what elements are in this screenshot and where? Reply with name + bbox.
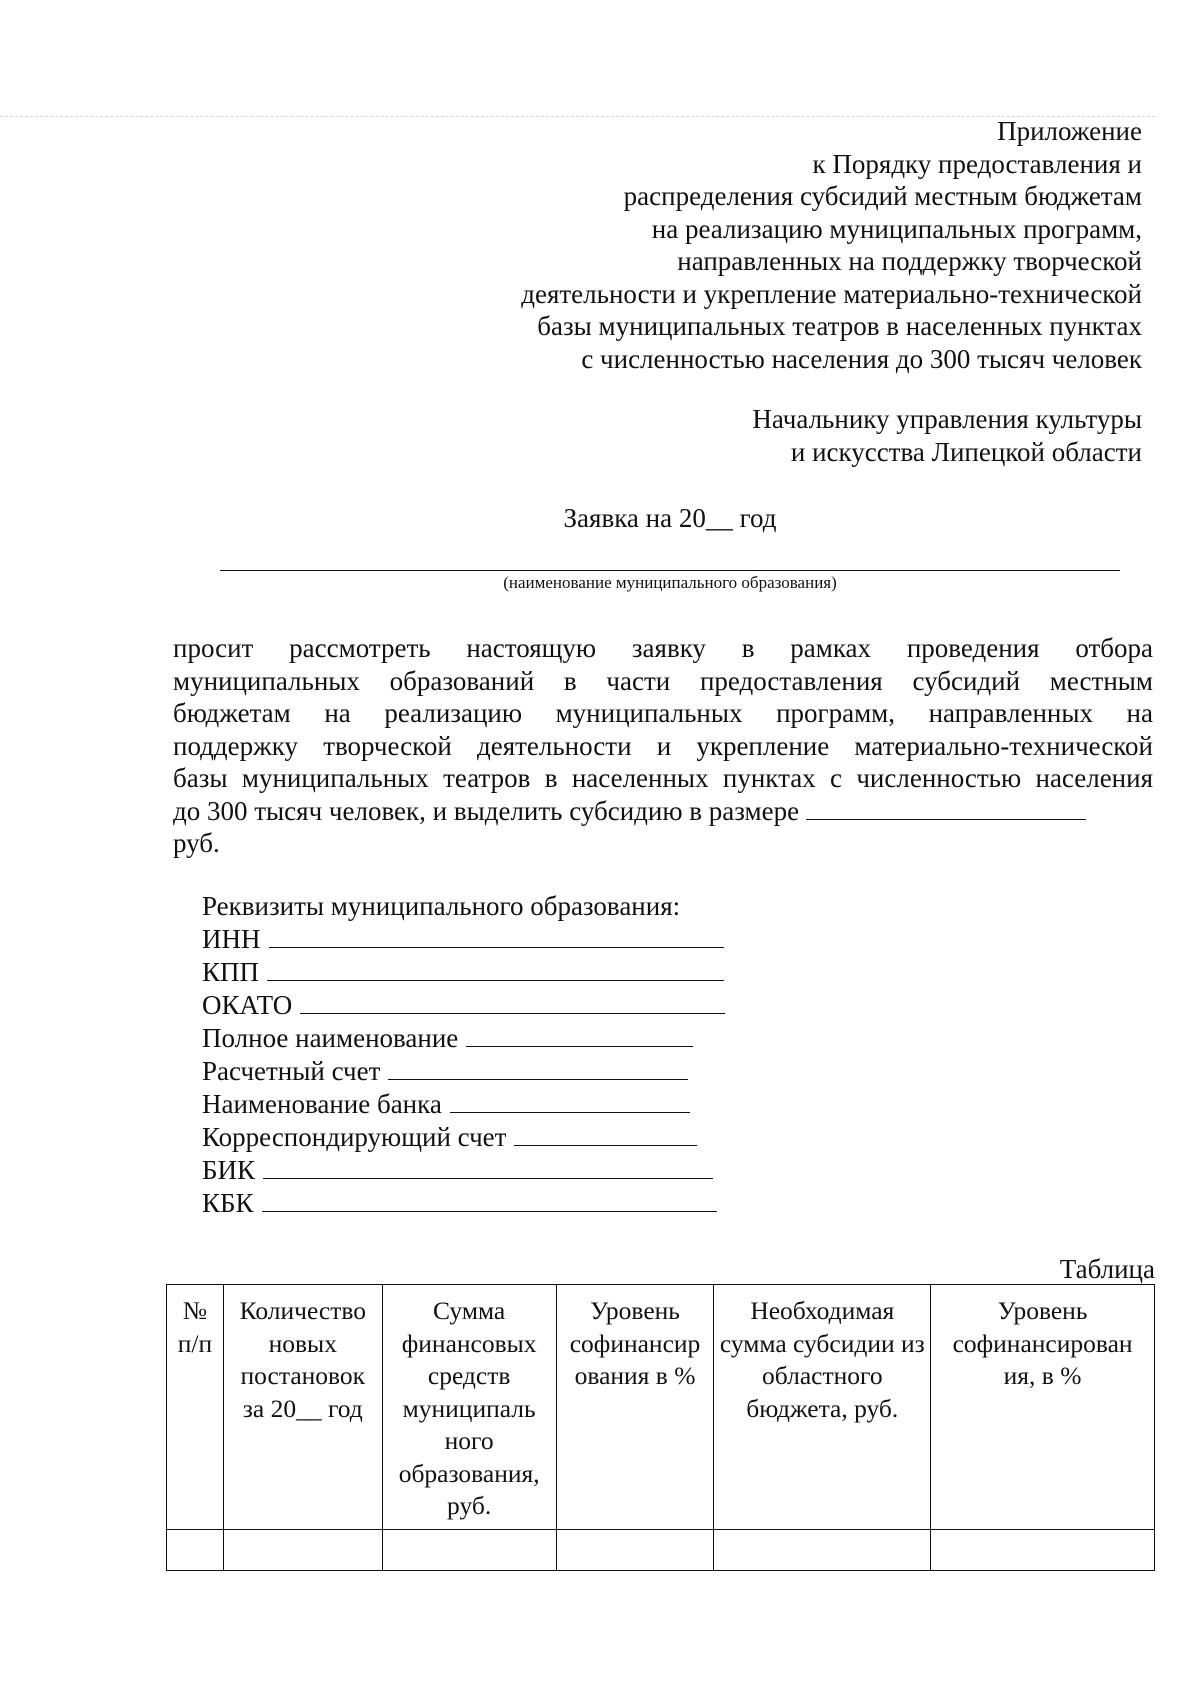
- application-table: [166, 1284, 1155, 1571]
- requisite-label: БИК: [202, 1155, 256, 1185]
- subsidy-amount-blank[interactable]: [806, 795, 1086, 820]
- header-new-productions: Количество новых постановок за 20__ год: [223, 1285, 382, 1530]
- header-cofinancing-level: Уровень софинансир ования в %: [556, 1285, 714, 1530]
- inn-blank[interactable]: [269, 925, 724, 948]
- appendix-header: [382, 115, 1142, 375]
- bank-name-blank[interactable]: [450, 1090, 690, 1113]
- request-line: муниципальных образований в части предоставления субсидий местным: [173, 665, 1153, 696]
- corr-account-blank[interactable]: [514, 1123, 697, 1146]
- account-blank[interactable]: [388, 1057, 688, 1080]
- requisite-label: ОКАТО: [202, 990, 293, 1020]
- table-cell[interactable]: [931, 1529, 1155, 1570]
- table-label: Таблица: [1059, 1254, 1155, 1284]
- addressee-line: и искусства Липецкой области: [790, 436, 1142, 467]
- requisites-block: [202, 890, 902, 1220]
- request-paragraph: [173, 632, 1153, 860]
- requisite-row-okato: [202, 989, 902, 1022]
- table-cell[interactable]: [556, 1529, 714, 1570]
- appendix-line: Приложение: [997, 116, 1142, 146]
- requisite-label: Полное наименование: [202, 1023, 459, 1053]
- header-cofinancing-level-2: Уровень софинансирован ия, в %: [931, 1285, 1155, 1530]
- request-line: базы муниципальных театров в населенных пунктах с численностью населения: [173, 763, 1153, 793]
- bik-blank[interactable]: [263, 1156, 713, 1179]
- municipality-name-blank[interactable]: [220, 570, 1120, 571]
- addressee: [442, 403, 1142, 468]
- requisite-row-full-name: [202, 1022, 902, 1055]
- requisite-row-kpp: [202, 956, 902, 989]
- appendix-line: деятельности и укрепление материально-технической: [521, 278, 1142, 309]
- request-amount-text: до 300 тысяч человек, и выделить субсидию в размере: [173, 795, 800, 826]
- okato-blank[interactable]: [300, 991, 725, 1014]
- requisite-row-bik: [202, 1154, 902, 1187]
- header-number: № п/п: [167, 1285, 224, 1530]
- table-cell[interactable]: [223, 1529, 382, 1570]
- requisite-label: Корреспондирующий счет: [202, 1122, 507, 1152]
- appendix-line: к Порядку предоставления и: [812, 148, 1142, 179]
- appendix-line: на реализацию муниципальных программ,: [651, 213, 1142, 244]
- requisite-label: КПП: [202, 957, 260, 987]
- table-cell[interactable]: [714, 1529, 931, 1570]
- header-required-subsidy: Необходимая сумма субсидии из областного бюджета, руб.: [714, 1285, 931, 1530]
- requisite-label: Наименование банка: [202, 1089, 442, 1119]
- kbk-blank[interactable]: [262, 1189, 717, 1212]
- table-row: [167, 1529, 1155, 1570]
- requisite-label: Расчетный счет: [202, 1056, 381, 1086]
- request-line: просит рассмотреть настоящую заявку в рамках проведения отбора: [173, 633, 1153, 663]
- requisite-row-account: [202, 1055, 902, 1088]
- requisite-row-corr-account: [202, 1121, 902, 1154]
- request-line-amount: [173, 795, 1153, 828]
- request-currency: руб.: [173, 828, 220, 858]
- request-line: бюджетам на реализацию муниципальных программ, направленных на: [173, 698, 1153, 728]
- full-name-blank[interactable]: [466, 1024, 693, 1047]
- kpp-blank[interactable]: [267, 958, 724, 981]
- appendix-line: с численностью населения до 300 тысяч человек: [581, 343, 1142, 374]
- requisite-row-kbk: [202, 1187, 902, 1220]
- appendix-line: направленных на поддержку творческой: [677, 246, 1142, 276]
- document-title: Заявка на 20__ год: [563, 503, 777, 533]
- municipality-name-caption: (наименование муниципального образования): [503, 573, 837, 592]
- addressee-line: Начальнику управления культуры: [752, 404, 1142, 434]
- requisite-row-bank-name: [202, 1088, 902, 1121]
- requisite-row-inn: [202, 923, 902, 956]
- requisite-label: ИНН: [202, 924, 261, 954]
- table-cell[interactable]: [382, 1529, 556, 1570]
- table-header-row: [167, 1285, 1155, 1530]
- request-line: поддержку творческой деятельности и укрепление материально-технической: [173, 730, 1153, 761]
- table-cell[interactable]: [167, 1529, 224, 1570]
- requisite-label: КБК: [202, 1188, 254, 1218]
- appendix-line: распределения субсидий местным бюджетам: [623, 181, 1142, 211]
- requisites-heading: Реквизиты муниципального образования:: [202, 891, 681, 921]
- appendix-line: базы муниципальных театров в населенных пунктах: [537, 311, 1142, 341]
- header-municipal-funds: Сумма финансовых средств муниципаль ного образования, руб.: [382, 1285, 556, 1530]
